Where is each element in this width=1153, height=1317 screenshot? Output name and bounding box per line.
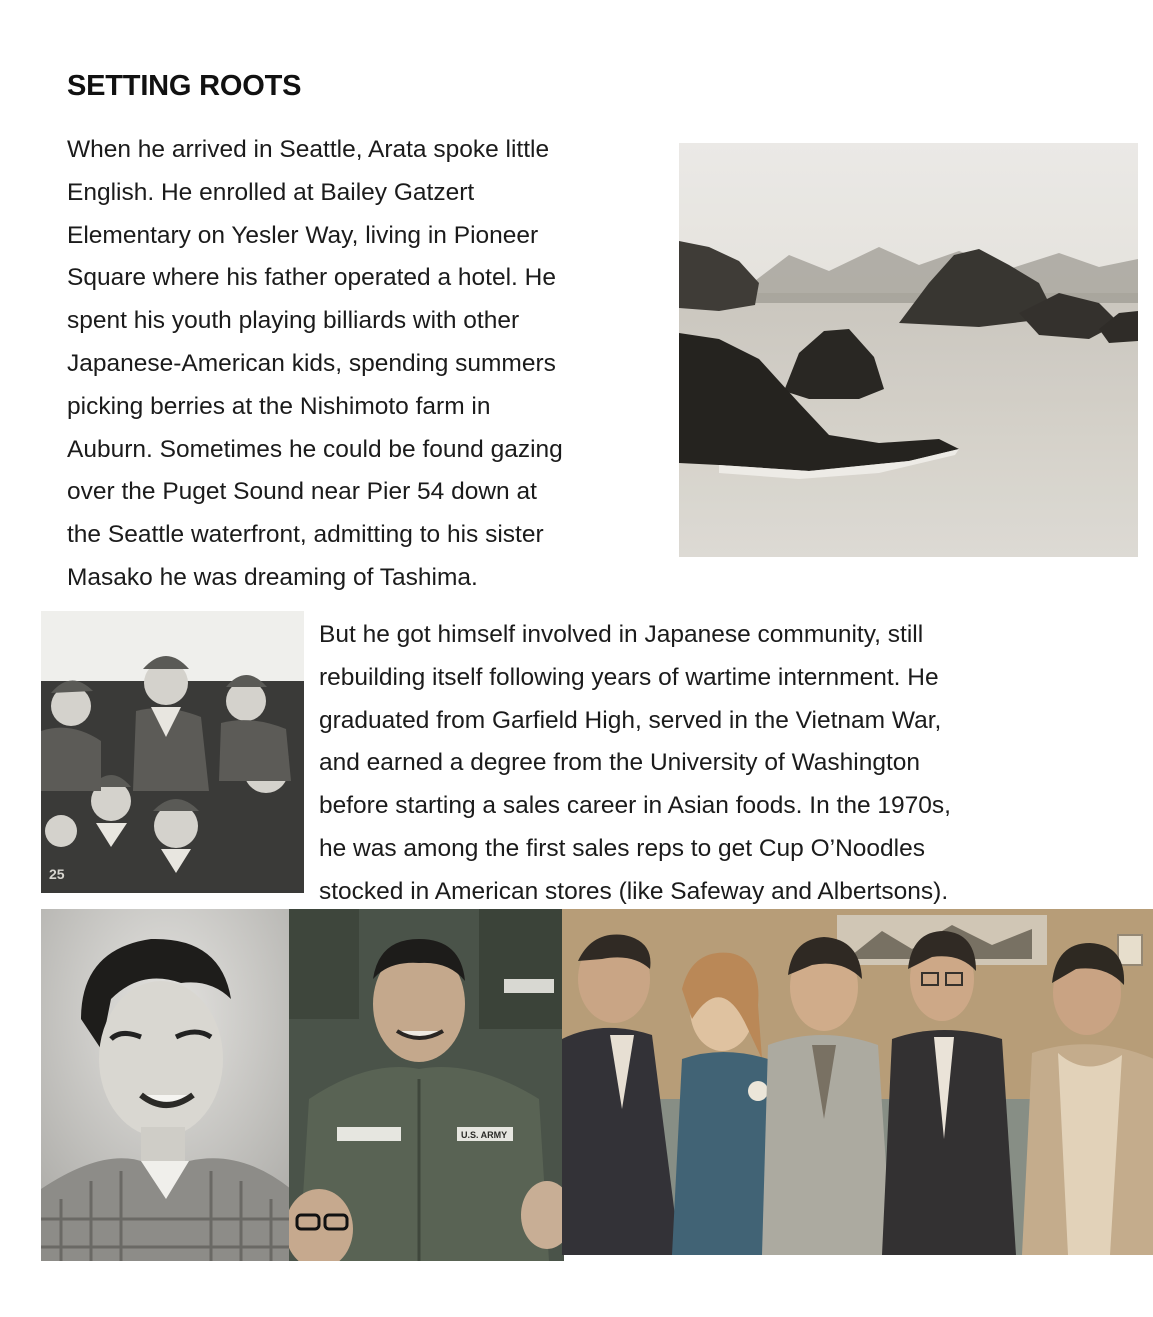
- paragraph-line: rebuilding itself following years of wartime internment. He: [319, 663, 939, 691]
- paragraph-line: he was among the first sales reps to get Cup O’Noodles: [319, 834, 926, 862]
- paragraph-line: Japanese-American kids, spending summers: [67, 349, 556, 377]
- paragraph-line: picking berries at the Nishimoto farm in: [67, 392, 491, 420]
- paragraph-line: Elementary on Yesler Way, living in Pioneer: [67, 221, 539, 249]
- paragraph-line: the Seattle waterfront, admitting to his sister: [67, 521, 544, 549]
- paragraph-line: Masako he was dreaming of Tashima.: [67, 563, 478, 591]
- section-heading: SETTING ROOTS: [67, 70, 302, 102]
- paragraph-line: stocked in American stores (like Safeway and Albertsons).: [319, 877, 949, 905]
- badge-number: 25: [49, 866, 65, 882]
- paragraph-line: When he arrived in Seattle, Arata spoke little: [67, 136, 550, 163]
- portrait-photo: [41, 909, 291, 1261]
- paragraph-line: But he got himself involved in Japanese community, still: [319, 621, 924, 648]
- paragraph-line: English. He enrolled at Bailey Gatzert: [67, 178, 475, 206]
- career-paragraph: [319, 614, 1089, 914]
- paragraph-line: graduated from Garfield High, served in the Vietnam War,: [319, 706, 942, 734]
- intro-paragraph: [67, 129, 667, 600]
- paragraph-line: before starting a sales career in Asian foods. In the 1970s,: [319, 792, 951, 820]
- paragraph-line: spent his youth playing billiards with other: [67, 307, 520, 335]
- group-photo: [562, 909, 1153, 1255]
- islands-photo: [679, 143, 1138, 557]
- name-tag-text: U.S. ARMY: [461, 1130, 508, 1140]
- paragraph-line: and earned a degree from the University of Washington: [319, 749, 921, 777]
- paragraph-line: over the Puget Sound near Pier 54 down at: [67, 478, 537, 506]
- scouts-photo: [41, 611, 304, 893]
- paragraph-line: Auburn. Sometimes he could be found gazing: [67, 435, 563, 463]
- army-photo: [289, 909, 564, 1261]
- paragraph-line: Square where his father operated a hotel. He: [67, 264, 556, 292]
